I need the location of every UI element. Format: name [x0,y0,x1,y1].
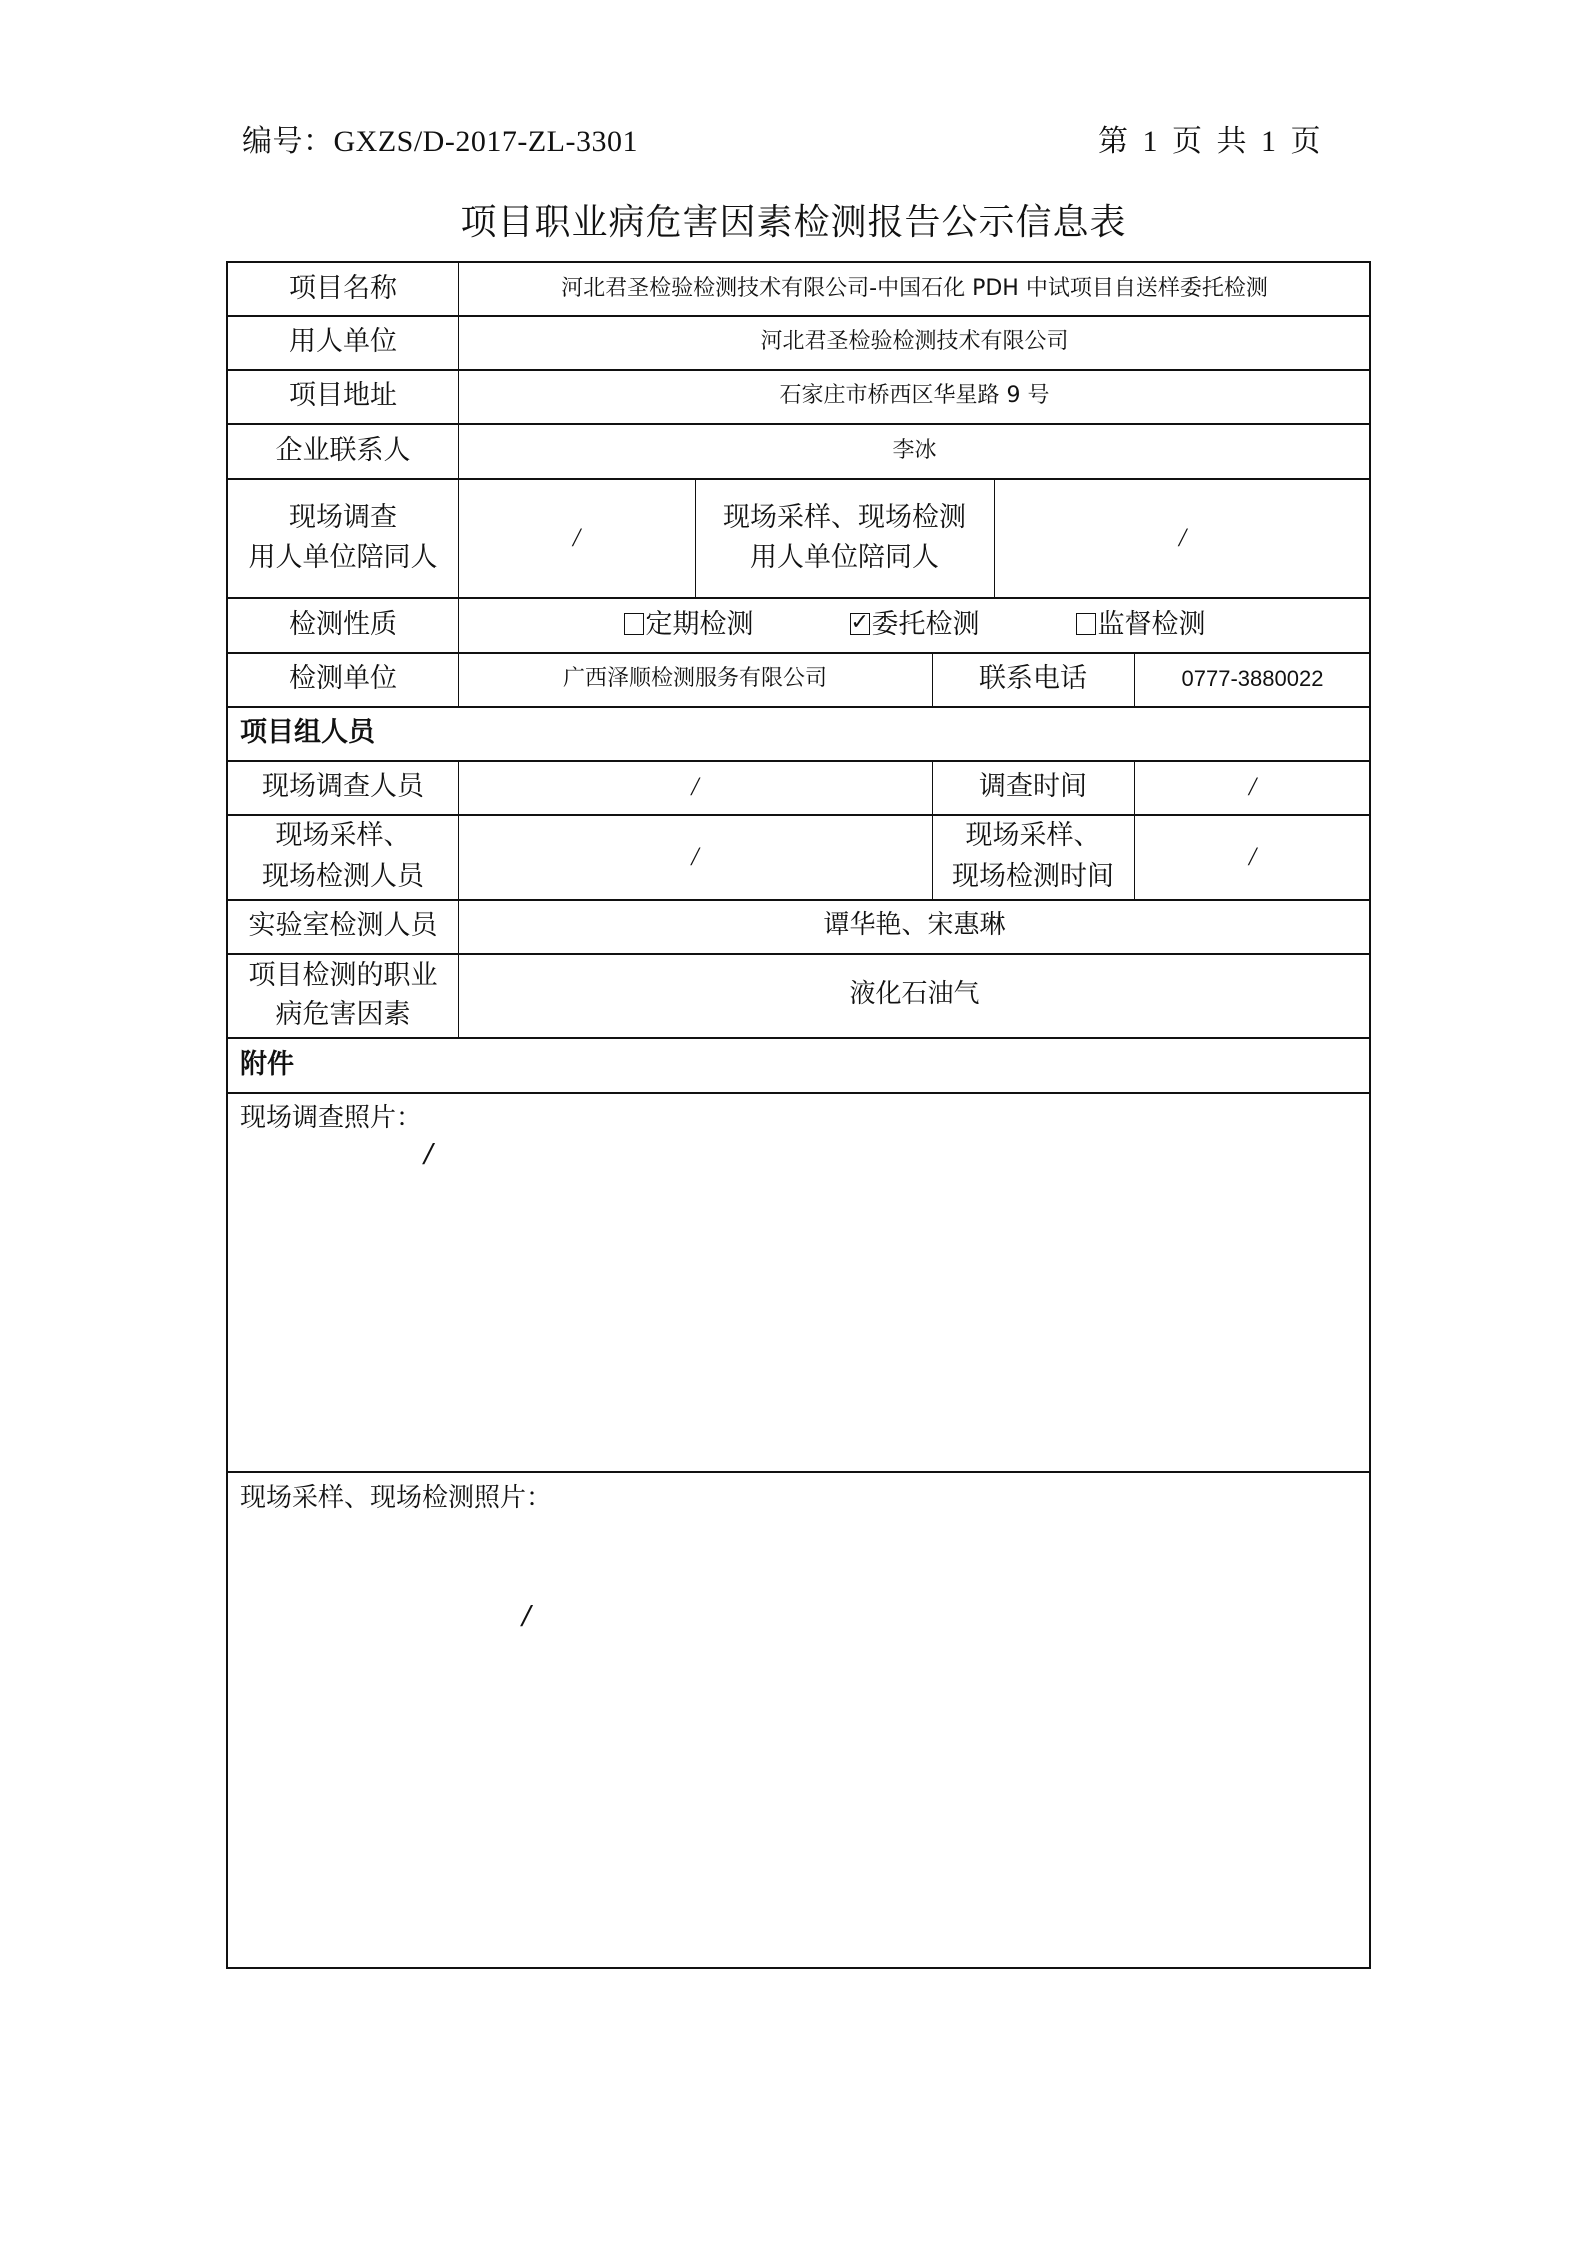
document-number: 编号：GXZS/D-2017-ZL-3301 [242,125,638,158]
detection-unit-value: 广西泽顺检测服务有限公司 [562,666,827,692]
survey-accompany-label-line2: 用人单位陪同人 [248,541,438,573]
info-table [226,261,1371,1969]
survey-time-value: / [1248,772,1257,802]
row-divider [228,1092,1369,1094]
project-name-label: 项目名称 [289,273,397,305]
project-address-label: 项目地址 [289,380,397,412]
project-name-value: 河北君圣检验检测技术有限公司-中国石化 PDH 中试项目自送样委托检测 [561,276,1268,302]
sampling-accompany-label-line1: 现场采样、现场检测 [723,502,966,534]
contact-person-value: 李冰 [892,437,937,463]
sampling-photos-label: 现场采样、现场检测照片： [240,1483,553,1513]
lab-staff-label: 实验室检测人员 [248,910,438,942]
sampling-photos-value: / [522,1601,531,1631]
detection-nature-options [458,597,1371,652]
page-info: 第 1 页 共 1 页 [1098,125,1321,158]
contact-person-label: 企业联系人 [275,434,411,466]
hazard-factors-label: 项目检测的职业 病危害因素 [248,959,438,1030]
sampling-staff-value: / [691,841,699,871]
checkbox-checked-icon[interactable]: ✓ [850,610,869,636]
sampling-accompany-label-line2: 用人单位陪同人 [750,541,939,573]
survey-staff-label: 现场调查人员 [262,771,424,803]
sampling-accompany-label [695,478,994,597]
survey-accompany-label-line1: 现场调查 [289,502,397,534]
checkbox-unchecked-icon[interactable] [624,613,644,635]
employer-value: 河北君圣检验检测技术有限公司 [760,329,1069,355]
row-divider [228,1471,1369,1473]
option-supervisory-detection[interactable]: 监督检测 [1076,605,1206,644]
hazard-factors-value: 液化石油气 [849,979,980,1010]
attachment-section-header: 附件 [240,1048,294,1080]
sampling-staff-label: 现场采样、 现场检测人员 [262,820,424,892]
sampling-time-value: / [1248,841,1257,871]
lab-staff-value: 谭华艳、宋惠琳 [823,910,1006,941]
detection-nature-label: 检测性质 [289,608,397,640]
detection-unit-label: 检测单位 [289,663,397,695]
survey-time-label: 调查时间 [979,771,1087,803]
employer-label: 用人单位 [289,326,397,358]
option-periodic-detection[interactable]: 定期检测 [624,605,754,644]
survey-accompany-value: / [572,522,581,552]
option-commissioned-detection[interactable]: ✓ 委托检测 [850,608,980,640]
survey-photos-value: / [424,1139,433,1169]
sampling-time-label: 现场采样、 现场检测时间 [952,820,1114,892]
sampling-accompany-value: / [1178,522,1187,552]
phone-value: 0777-3880022 [1181,666,1324,692]
team-section-header: 项目组人员 [240,717,375,749]
phone-label: 联系电话 [979,663,1087,695]
checkbox-unchecked-icon[interactable] [1076,613,1096,635]
survey-photos-label: 现场调查照片： [240,1103,423,1133]
survey-staff-value: / [691,772,699,802]
survey-accompany-label [228,478,458,597]
project-address-value: 石家庄市桥西区华星路 9 号 [779,383,1050,409]
page-title: 项目职业病危害因素检测报告公示信息表 [460,202,1127,243]
